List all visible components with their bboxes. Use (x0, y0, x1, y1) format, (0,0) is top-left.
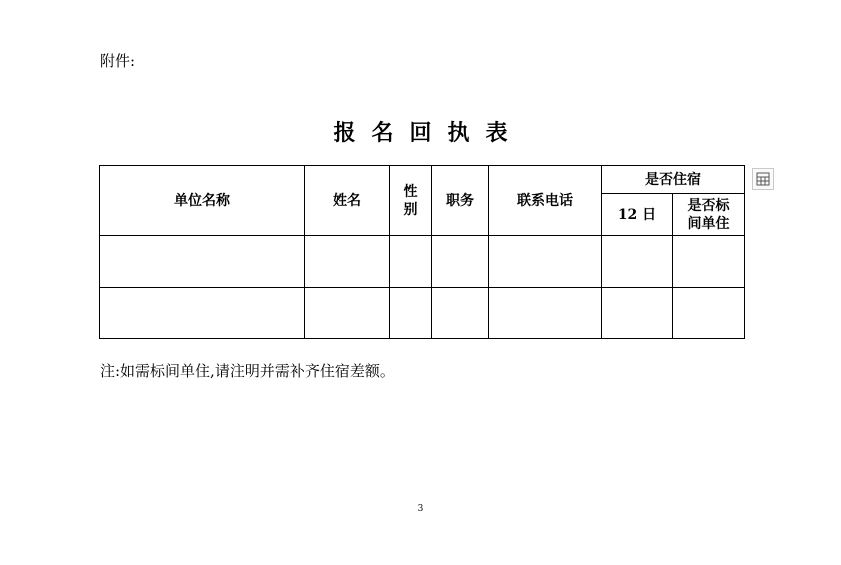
table-select-icon[interactable] (752, 168, 774, 190)
header-standard-room-line1: 是否标 (687, 197, 730, 214)
cell-phone[interactable] (489, 288, 602, 339)
table-select-icon-glyph (756, 172, 770, 186)
title-char: 名 (371, 120, 394, 146)
attachment-label: 附件: (100, 52, 136, 70)
cell-phone[interactable] (489, 236, 602, 288)
header-unit-name: 单位名称 (100, 166, 305, 236)
cell-position[interactable] (432, 288, 489, 339)
table-row (100, 288, 745, 339)
cell-standard-room[interactable] (673, 236, 745, 288)
header-gender-line2: 别 (403, 201, 418, 218)
title-char: 执 (447, 120, 470, 146)
header-day-12: 12 日 (602, 194, 673, 236)
registration-table (99, 165, 745, 339)
header-phone: 联系电话 (489, 166, 602, 236)
title-char: 表 (485, 120, 508, 146)
cell-day-12[interactable] (602, 288, 673, 339)
cell-name[interactable] (305, 288, 390, 339)
form-title (0, 116, 841, 147)
header-gender (390, 166, 432, 236)
header-position: 职务 (432, 166, 489, 236)
header-standard-room (673, 194, 745, 236)
cell-name[interactable] (305, 236, 390, 288)
footnote: 注:如需标间单住,请注明并需补齐住宿差额。 (100, 362, 395, 380)
cell-gender[interactable] (390, 288, 432, 339)
cell-gender[interactable] (390, 236, 432, 288)
header-standard-room-line2: 间单住 (687, 215, 730, 232)
header-accommodation: 是否住宿 (602, 166, 745, 194)
cell-unit-name[interactable] (100, 288, 305, 339)
cell-day-12[interactable] (602, 236, 673, 288)
cell-standard-room[interactable] (673, 288, 745, 339)
page-number: 3 (417, 504, 424, 514)
title-char: 回 (409, 120, 432, 146)
header-name: 姓名 (305, 166, 390, 236)
header-gender-line1: 性 (403, 183, 418, 200)
title-char: 报 (333, 120, 356, 146)
cell-position[interactable] (432, 236, 489, 288)
table-row (100, 236, 745, 288)
cell-unit-name[interactable] (100, 236, 305, 288)
